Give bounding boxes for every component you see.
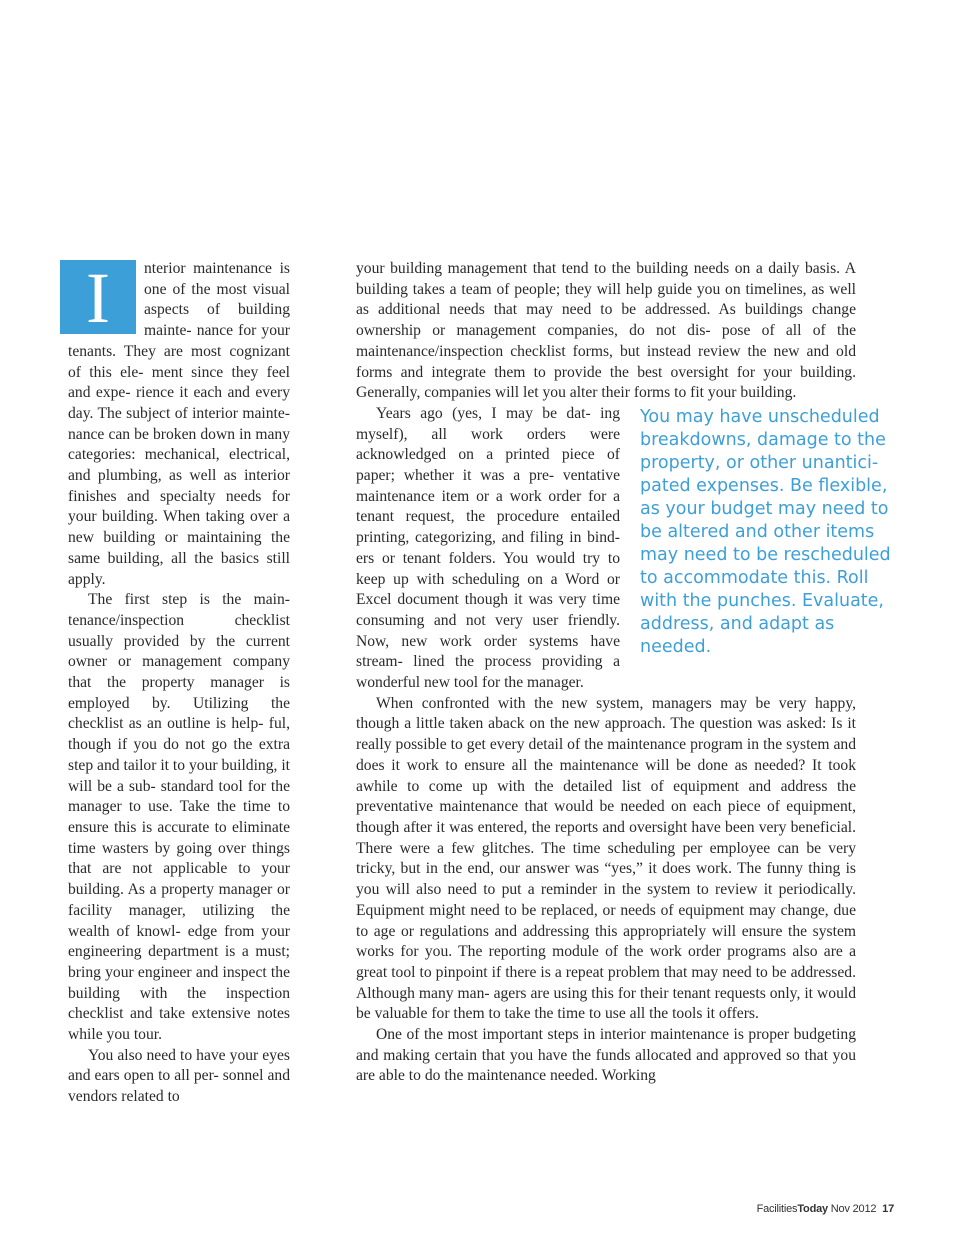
- intro-paragraph: [68, 259, 290, 590]
- magazine-name-bold: Today: [797, 1203, 828, 1215]
- intro-text: nterior maintenance is one of the most visual aspects of building mainte- nance for your tenants. They are most cognizant of this ele- ment since they feel and expe- rience it each and every day. The subject of interior mainte- nance can be broken down in many categories: mechanical, electrical, and plumbing, as well as interior finishes and specialty needs for your building. When taking over a new building or maintaining the same building, all the basics still apply.: [68, 260, 290, 588]
- body-paragraph: When confronted with the new system, managers may be very happy, though a little taken aback on the new approach. The question was asked: Is it really possible to get every detail of the maintenance program in the system and does it work to ensure all the maintenance will be done as needed? It took awhile to come up with the detailed list of equipment and address the preventative maintenance that would be needed on each piece of equipment, though after it was entered, the reports and oversight have been very beneficial. There were a few glitches. The time scheduling per employee can be very tricky, but in the end, our answer was “yes,” it does work. The funny thing is you will also need to put a reminder in the system to review it periodically. Equipment might need to be replaced, or needs of equipment may change, due to age or regulations and addressing this appropriately will ensure the system works for you. The reporting module of the work order programs also are a great tool to pinpoint if there is a repeat problem that may need to be addressed. Although many man- agers are using this for their tenant requests only, it would be valuable for them to take the time to use all the tools it offers.: [356, 694, 856, 1023]
- body-paragraph: The first step is the main- tenance/inspection checklist usually provided by the current owner or management company that the property manager is employed by. Utilizing the checklist as an outline is help- ful, though if you do not go the extra step and tailor it to your building, it will be a sub- standard tool for the manager to use. Take the time to ensure this is accurate to eliminate time wasters by going over things that are not applicable to your building. As a property manager or facility manager, utilizing the wealth of knowl- edge from your engineering department is a must; bring your engineer and inspect the building with the inspection checklist and take extensive notes while you tour.: [68, 591, 290, 1044]
- drop-cap: I: [60, 260, 136, 334]
- body-paragraph: One of the most important steps in interior maintenance is proper budgeting and making certain that you have the funds allocated and approved so that you are able to do the maintenance needed. Working: [356, 1026, 856, 1085]
- body-paragraph: your building management that tend to the building needs on a daily basis. A building takes a team of people; they will help guide you on timelines, as well as additional needs that may need to be addressed. As buildings change ownership or management companies, do not dis- pose of all of the maintenance/inspection checklist forms, but instead review the new and old forms and integrate them to provide the best oversight for your building. Generally, companies will let you alter their forms to fit your building.: [356, 260, 856, 402]
- page-footer: [757, 1203, 894, 1215]
- issue-date: Nov 2012: [830, 1203, 877, 1215]
- magazine-name-light: Facilities: [756, 1203, 798, 1215]
- page-number: 17: [882, 1203, 894, 1215]
- pull-quote: You may have unscheduled breakdowns, damage to the property, or other unantici- pated expenses. Be flexible, as your budget may need to be altered and other items may need to be rescheduled to accommodate this. Roll with the punches. Evaluate, address, and adapt as needed.: [640, 406, 891, 657]
- body-paragraph: Years ago (yes, I may be dat- ing myself), all work orders were acknowledged on a printed piece of paper; whether it was a pre- ventative maintenance item or a work order for a tenant request, the procedure entailed printing, categorizing, and filing in bind- ers or tenant folders. You would try to keep up with scheduling on a Word or Excel document though it was very time consuming and not very user friendly. Now, new work order systems have stream- lined the process providing a wonderful new tool for the manager.: [356, 404, 620, 692]
- article-left-column: [68, 259, 290, 1108]
- article-right-column: [356, 259, 891, 1087]
- body-paragraph: You also need to have your eyes and ears open to all per- sonnel and vendors related to: [68, 1046, 290, 1106]
